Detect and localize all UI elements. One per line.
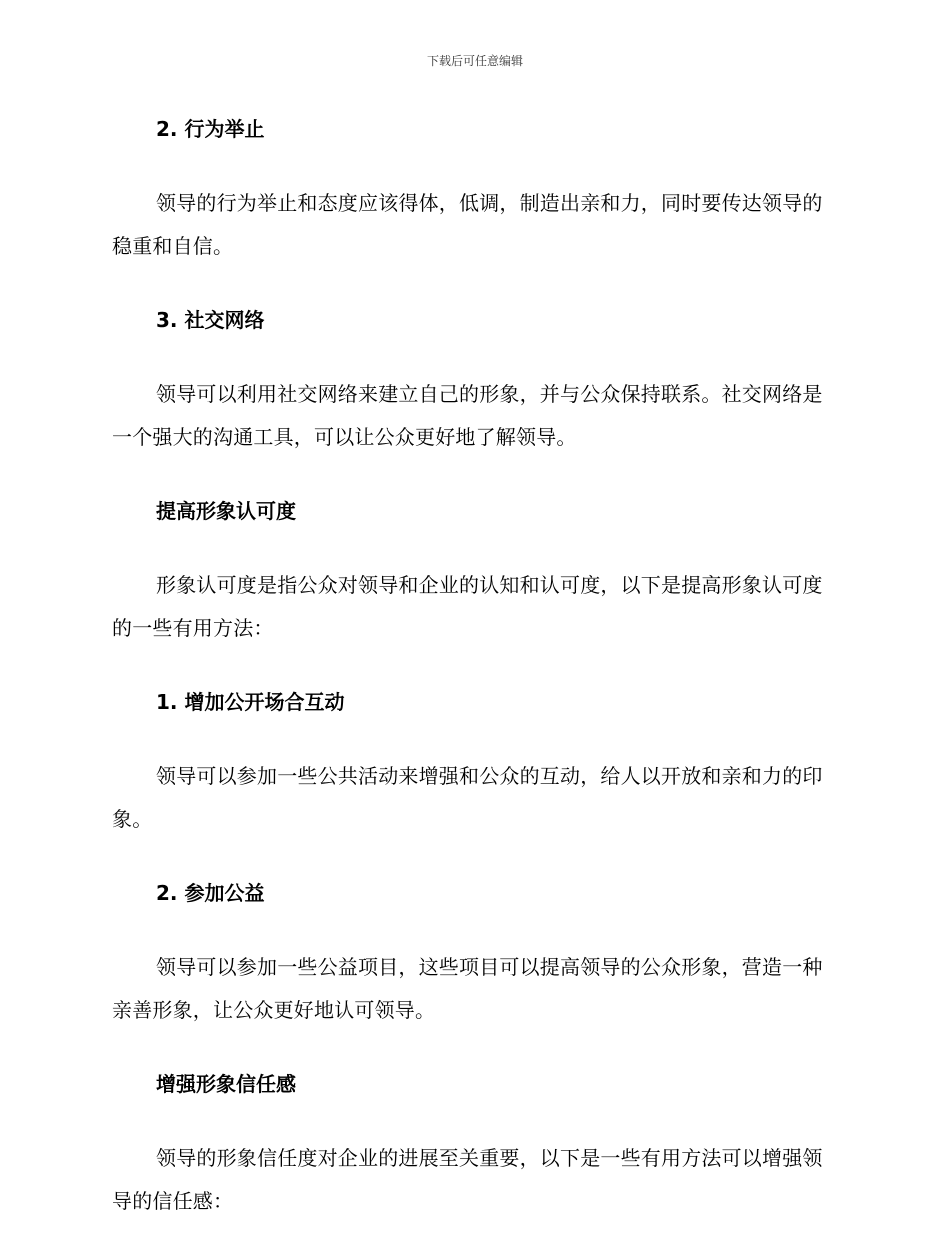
- section-heading: 3. 社交网络: [156, 308, 265, 332]
- page-header: 下载后可任意编辑: [426, 54, 523, 68]
- paragraph: 领导的形象信任度对企业的进展至关重要，以下是一些有用方法可以增强领导的信任感：: [112, 1146, 823, 1213]
- section-heading: 1. 增加公开场合互动: [156, 690, 345, 714]
- section-heading: 2. 参加公益: [156, 881, 265, 905]
- section-heading: 2. 行为举止: [156, 117, 265, 141]
- paragraph: 领导的行为举止和态度应该得体，低调，制造出亲和力，同时要传达领导的稳重和自信。: [112, 191, 823, 258]
- section-heading: 增强形象信任感: [156, 1072, 296, 1096]
- paragraph: 领导可以利用社交网络来建立自己的形象，并与公众保持联系。社交网络是一个强大的沟通工具，可以让公众更好地了解领导。: [112, 382, 823, 449]
- section-heading: 提高形象认可度: [156, 499, 296, 523]
- paragraph: 领导可以参加一些公共活动来增强和公众的互动，给人以开放和亲和力的印象。: [112, 764, 823, 831]
- paragraph: 领导可以参加一些公益项目，这些项目可以提高领导的公众形象，营造一种亲善形象，让公众更好地认可领导。: [112, 955, 823, 1022]
- paragraph: 形象认可度是指公众对领导和企业的认知和认可度，以下是提高形象认可度的一些有用方法：: [112, 573, 823, 640]
- document-body: [112, 108, 832, 1254]
